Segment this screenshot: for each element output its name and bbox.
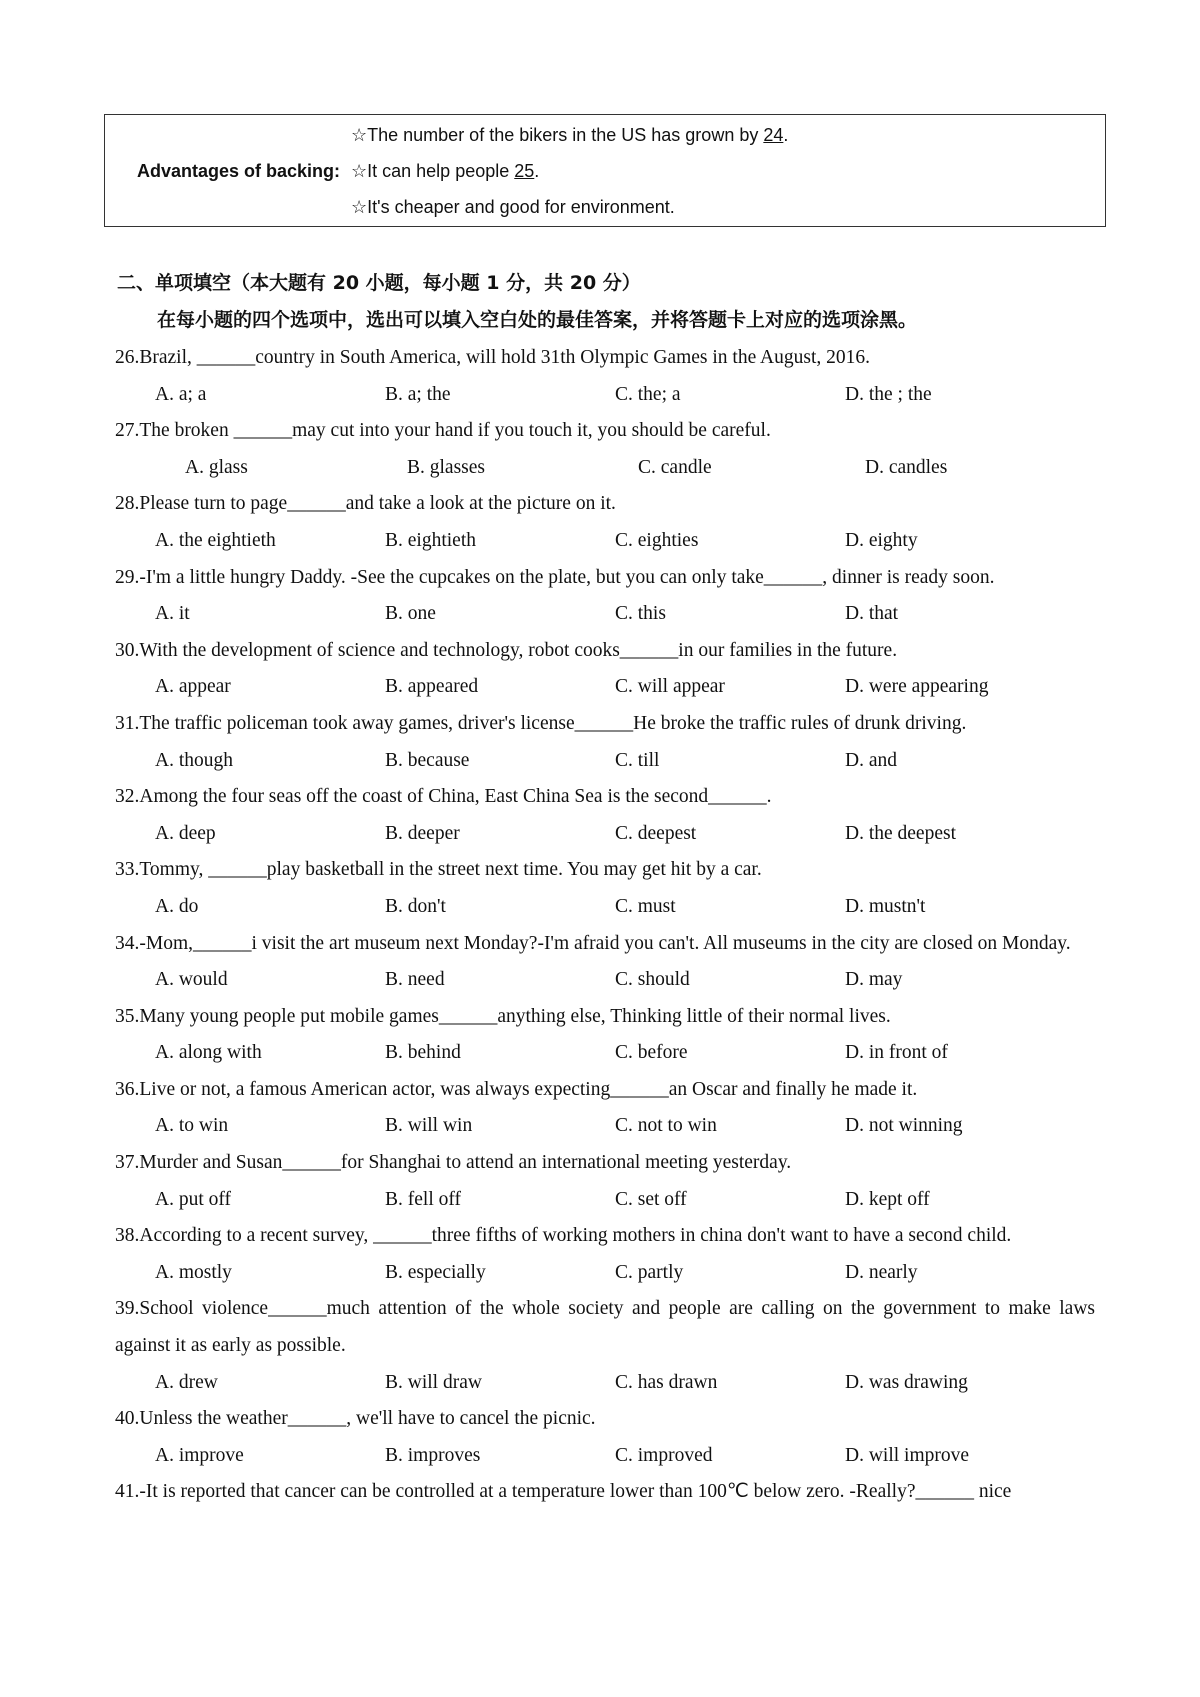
question-stem: 27.The broken ______may cut into your hand if you touch it, you should be careful. — [115, 420, 771, 442]
option-d[interactable]: D. kept off — [845, 1188, 930, 1210]
option-a[interactable]: A. do — [155, 895, 199, 917]
option-b[interactable]: B. fell off — [385, 1188, 462, 1210]
question-stem: 33.Tommy, ______play basketball in the street next time. You may get hit by a car. — [115, 859, 762, 881]
option-a[interactable]: A. the eightieth — [155, 529, 276, 551]
option-a[interactable]: A. though — [155, 749, 233, 771]
question-item — [115, 486, 1095, 559]
option-b[interactable]: B. don't — [385, 895, 446, 917]
option-d[interactable]: D. the ; the — [845, 383, 932, 405]
option-row — [115, 889, 1095, 926]
option-d[interactable]: D. was drawing — [845, 1371, 968, 1393]
option-row — [115, 377, 1095, 414]
option-row — [115, 523, 1095, 560]
question-list — [115, 340, 1095, 1511]
question-stem: 32.Among the four seas off the coast of China, East China Sea is the second______. — [115, 786, 772, 808]
option-c[interactable]: C. candle — [638, 456, 712, 478]
option-d[interactable]: D. may — [845, 969, 903, 991]
question-stem: 36.Live or not, a famous American actor, was always expecting______an Oscar and finally he made it. — [115, 1078, 918, 1100]
bullet-text: ☆The number of the bikers in the US has grown by — [351, 125, 764, 145]
option-b[interactable]: B. one — [385, 603, 436, 625]
option-d[interactable]: D. were appearing — [845, 676, 989, 698]
option-row — [115, 1365, 1095, 1402]
info-bullet — [351, 125, 788, 146]
option-row — [115, 1035, 1095, 1072]
option-row — [115, 669, 1095, 706]
question-stem: 35.Many young people put mobile games______anything else, Thinking little of their normal lives. — [115, 1005, 891, 1027]
question-item — [115, 1291, 1095, 1401]
option-a[interactable]: A. would — [155, 969, 228, 991]
option-d[interactable]: D. not winning — [845, 1115, 963, 1137]
question-item — [115, 852, 1095, 925]
option-c[interactable]: C. must — [615, 895, 676, 917]
option-d[interactable]: D. in front of — [845, 1042, 948, 1064]
question-item — [115, 1401, 1095, 1474]
option-b[interactable]: B. a; the — [385, 383, 451, 405]
question-item — [115, 1474, 1095, 1511]
question-item — [115, 1218, 1095, 1291]
question-item — [115, 633, 1095, 706]
option-a[interactable]: A. along with — [155, 1042, 262, 1064]
option-c[interactable]: C. this — [615, 603, 666, 625]
question-stem: 40.Unless the weather______, we'll have to cancel the picnic. — [115, 1408, 596, 1430]
answer-blank: 24 — [763, 125, 784, 145]
question-item — [115, 1145, 1095, 1218]
option-a[interactable]: A. a; a — [155, 383, 207, 405]
option-b[interactable]: B. behind — [385, 1042, 461, 1064]
question-item — [115, 1072, 1095, 1145]
question-stem: 37.Murder and Susan______for Shanghai to attend an international meeting yesterday. — [115, 1152, 792, 1174]
option-c[interactable]: C. the; a — [615, 383, 681, 405]
question-stem: 31.The traffic policeman took away games, driver's license______He broke the traffic rules of drunk driving. — [115, 712, 967, 734]
question-item — [115, 560, 1095, 633]
option-d[interactable]: D. candles — [865, 456, 948, 478]
option-c[interactable]: C. has drawn — [615, 1371, 718, 1393]
option-b[interactable]: B. appeared — [385, 676, 479, 698]
option-b[interactable]: B. need — [385, 969, 445, 991]
question-stem: 38.According to a recent survey, ______three fifths of working mothers in china don't want to have a second child. — [115, 1225, 1012, 1247]
option-d[interactable]: D. eighty — [845, 529, 918, 551]
option-a[interactable]: A. drew — [155, 1371, 218, 1393]
option-c[interactable]: C. partly — [615, 1261, 684, 1283]
option-c[interactable]: C. not to win — [615, 1115, 717, 1137]
option-a[interactable]: A. deep — [155, 822, 216, 844]
option-b[interactable]: B. eightieth — [385, 529, 476, 551]
option-c[interactable]: C. improved — [615, 1444, 713, 1466]
question-stem: 28.Please turn to page______and take a look at the picture on it. — [115, 493, 616, 515]
bullet-suffix: . — [534, 161, 540, 181]
question-stem: 34.-Mom,______i visit the art museum next Monday?-I'm afraid you can't. All museums in the city are closed on Monday. — [115, 932, 1071, 954]
bullet-text: ☆It's cheaper and good for environment. — [351, 197, 675, 217]
option-b[interactable]: B. improves — [385, 1444, 481, 1466]
question-stem: 29.-I'm a little hungry Daddy. -See the cupcakes on the plate, but you can only take______, dinner is ready soon. — [115, 566, 995, 588]
question-item — [115, 340, 1095, 413]
bullet-text: ☆It can help people — [351, 161, 515, 181]
option-row — [115, 1108, 1095, 1145]
option-a[interactable]: A. mostly — [155, 1261, 232, 1283]
question-item — [115, 779, 1095, 852]
question-stem: 26.Brazil, ______country in South America, will hold 31th Olympic Games in the August, 2016. — [115, 347, 871, 368]
question-item — [115, 926, 1095, 999]
option-c[interactable]: C. before — [615, 1042, 688, 1064]
option-row — [115, 1182, 1095, 1219]
option-row — [115, 1255, 1095, 1292]
option-row — [115, 816, 1095, 853]
option-a[interactable]: A. improve — [155, 1444, 244, 1466]
option-b[interactable]: B. deeper — [385, 822, 460, 844]
option-c[interactable]: C. deepest — [615, 822, 697, 844]
option-row — [115, 962, 1095, 999]
question-item — [115, 413, 1095, 486]
option-c[interactable]: C. set off — [615, 1188, 687, 1210]
option-a[interactable]: A. it — [155, 603, 190, 625]
section-instruction: 在每小题的四个选项中，选出可以填入空白处的最佳答案，并将答题卡上对应的选项涂黑。 — [157, 309, 918, 331]
option-d[interactable]: D. and — [845, 749, 897, 771]
advantages-label: Advantages of backing: — [137, 161, 341, 181]
bullet-suffix: . — [783, 125, 789, 145]
option-a[interactable]: A. to win — [155, 1115, 229, 1137]
option-d[interactable]: D. will improve — [845, 1444, 970, 1466]
option-d[interactable]: D. nearly — [845, 1261, 918, 1283]
option-c[interactable]: C. will appear — [615, 676, 725, 698]
option-row — [115, 450, 1095, 487]
option-a[interactable]: A. glass — [185, 456, 248, 478]
option-b[interactable]: B. because — [385, 749, 470, 771]
option-c[interactable]: C. till — [615, 749, 660, 771]
section-heading: 二、单项填空（本大题有 20 小题，每小题 1 分，共 20 分） — [117, 272, 641, 294]
question-stem: 30.With the development of science and technology, robot cooks______in our families in the future. — [115, 639, 898, 661]
answer-blank: 25 — [514, 161, 535, 181]
info-bullet — [351, 197, 675, 218]
option-d[interactable]: D. that — [845, 603, 899, 625]
option-b[interactable]: B. will win — [385, 1115, 473, 1137]
option-row — [115, 1438, 1095, 1475]
info-bullet — [351, 161, 539, 182]
option-b[interactable]: B. glasses — [407, 456, 485, 478]
option-b[interactable]: B. will draw — [385, 1371, 482, 1393]
info-box — [104, 114, 1106, 227]
option-a[interactable]: A. put off — [155, 1188, 232, 1210]
question-stem: 39.School violence______much attention of the whole society and people are calling on the government to make laws against it as early as possible. — [115, 1298, 1095, 1357]
option-d[interactable]: D. mustn't — [845, 895, 926, 917]
option-c[interactable]: C. should — [615, 969, 690, 991]
option-d[interactable]: D. the deepest — [845, 822, 957, 844]
question-item — [115, 706, 1095, 779]
option-row — [115, 596, 1095, 633]
option-row — [115, 743, 1095, 780]
question-item — [115, 999, 1095, 1072]
option-a[interactable]: A. appear — [155, 676, 231, 698]
option-c[interactable]: C. eighties — [615, 529, 699, 551]
question-stem: 41.-It is reported that cancer can be controlled at a temperature lower than 100℃ below zero. -Really?______ nice — [115, 1481, 1012, 1503]
option-b[interactable]: B. especially — [385, 1261, 486, 1283]
